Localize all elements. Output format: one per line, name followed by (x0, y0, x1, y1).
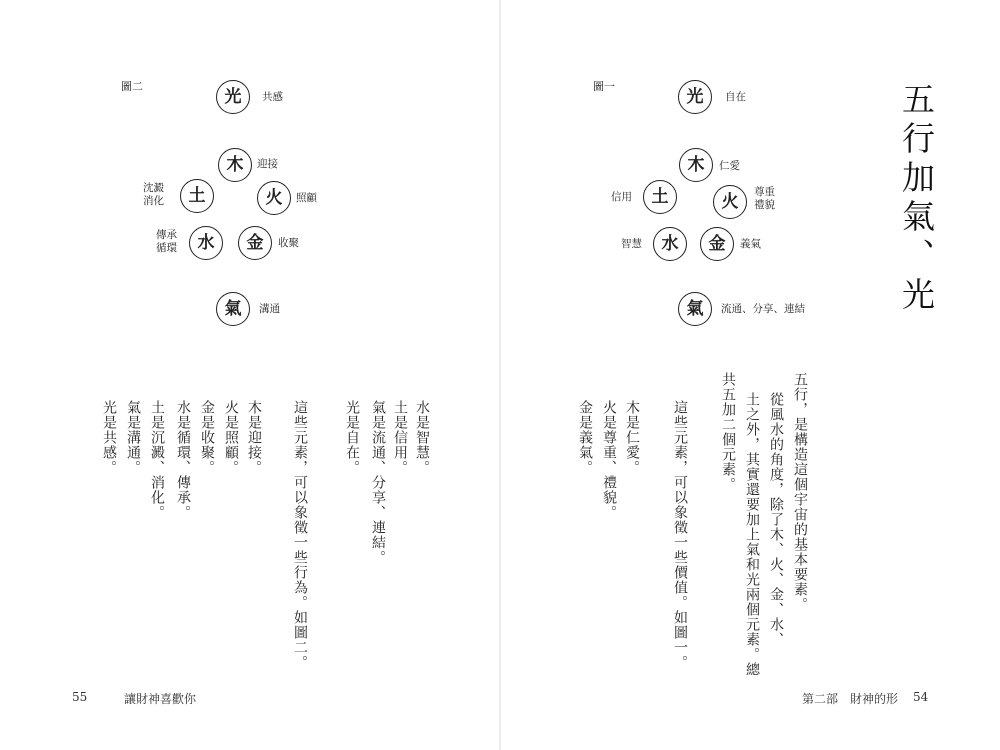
node-glyph: 氣 (686, 298, 704, 319)
node-label (156, 229, 177, 255)
text-column: 光是自在。 (344, 400, 360, 475)
node-glyph: 火 (265, 187, 283, 208)
node-jin (238, 226, 272, 260)
node-label-line: 消化 (143, 195, 164, 207)
node-label: 義氣 (740, 238, 761, 250)
node-tu (643, 180, 677, 214)
running-title: 第二部 財神的形 (802, 692, 899, 706)
node-huo (713, 185, 747, 219)
node-label: 流通、分享、連結 (721, 303, 805, 315)
right-page (500, 0, 1000, 750)
node-glyph: 木 (226, 154, 244, 175)
figure-label: 圖一 (593, 80, 615, 93)
node-label: 收聚 (278, 237, 299, 249)
text-column: 五行，是構造這個宇宙的基本要素。 (792, 372, 808, 612)
node-glyph: 火 (721, 191, 739, 212)
node-label-line: 循環 (156, 242, 177, 254)
text-column: 共五加二個元素。 (720, 372, 736, 492)
node-glyph: 氣 (224, 298, 242, 319)
text-column: 這些元素，可以象徵一些價值。如圖一。 (672, 400, 688, 670)
node-mu (679, 148, 713, 182)
node-qi (216, 292, 250, 326)
node-label-line: 禮貌 (754, 199, 775, 211)
text-column: 火是照顧。 (223, 400, 239, 475)
running-title: 讓財神喜歡你 (124, 692, 197, 706)
page-number: 55 (72, 690, 88, 704)
node-label: 智慧 (621, 238, 642, 250)
text-column: 木是迎接。 (246, 400, 262, 475)
node-huo (257, 181, 291, 215)
node-label: 溝通 (259, 303, 280, 315)
text-column: 氣是溝通。 (125, 400, 141, 475)
node-glyph: 光 (224, 86, 242, 107)
node-glyph: 金 (708, 233, 726, 254)
figure-label: 圖二 (121, 80, 143, 93)
node-glyph: 土 (651, 186, 669, 207)
node-glyph: 木 (687, 154, 705, 175)
text-column: 這些元素，可以象徵一些行為。如圖二。 (292, 400, 308, 670)
text-column: 光是共感。 (101, 400, 117, 475)
node-shui (653, 227, 687, 261)
node-glyph: 土 (188, 185, 206, 206)
text-column: 木是仁愛。 (624, 400, 640, 475)
node-label (143, 182, 164, 208)
chapter-title: 五行加氣、光 (897, 82, 936, 316)
node-label: 信用 (611, 191, 632, 203)
node-label: 照顧 (296, 192, 317, 204)
text-column: 金是收聚。 (199, 400, 215, 475)
text-column: 氣是流通、分享、連結。 (370, 400, 386, 565)
node-jin (700, 227, 734, 261)
node-shui (189, 226, 223, 260)
node-qi (678, 292, 712, 326)
node-label-line: 傳承 (156, 229, 177, 241)
node-label: 仁愛 (719, 160, 740, 172)
node-label-line: 尊重 (754, 186, 775, 198)
node-label (754, 186, 775, 212)
node-glyph: 金 (246, 232, 264, 253)
text-column: 金是義氣。 (577, 400, 593, 475)
text-column: 土之外，其實還要加上氣和光兩個元素。總 (744, 392, 760, 677)
node-label: 自在 (725, 91, 746, 103)
text-column: 火是尊重、禮貌。 (601, 400, 617, 520)
node-label: 迎接 (257, 158, 278, 170)
text-column: 水是循環、傳承。 (175, 400, 191, 520)
node-label: 共感 (262, 91, 283, 103)
text-column: 從風水的角度，除了木、火、金、水、 (768, 392, 784, 647)
text-column: 土是沉澱、消化。 (149, 400, 165, 520)
text-column: 土是信用。 (392, 400, 408, 475)
node-mu (218, 148, 252, 182)
node-glyph: 水 (197, 232, 215, 253)
page-number: 54 (913, 690, 929, 704)
text-column: 水是智慧。 (414, 400, 430, 475)
node-guang (678, 80, 712, 114)
node-glyph: 水 (661, 233, 679, 254)
node-glyph: 光 (686, 86, 704, 107)
node-tu (180, 179, 214, 213)
node-label-line: 沈澱 (143, 182, 164, 194)
node-guang (216, 80, 250, 114)
